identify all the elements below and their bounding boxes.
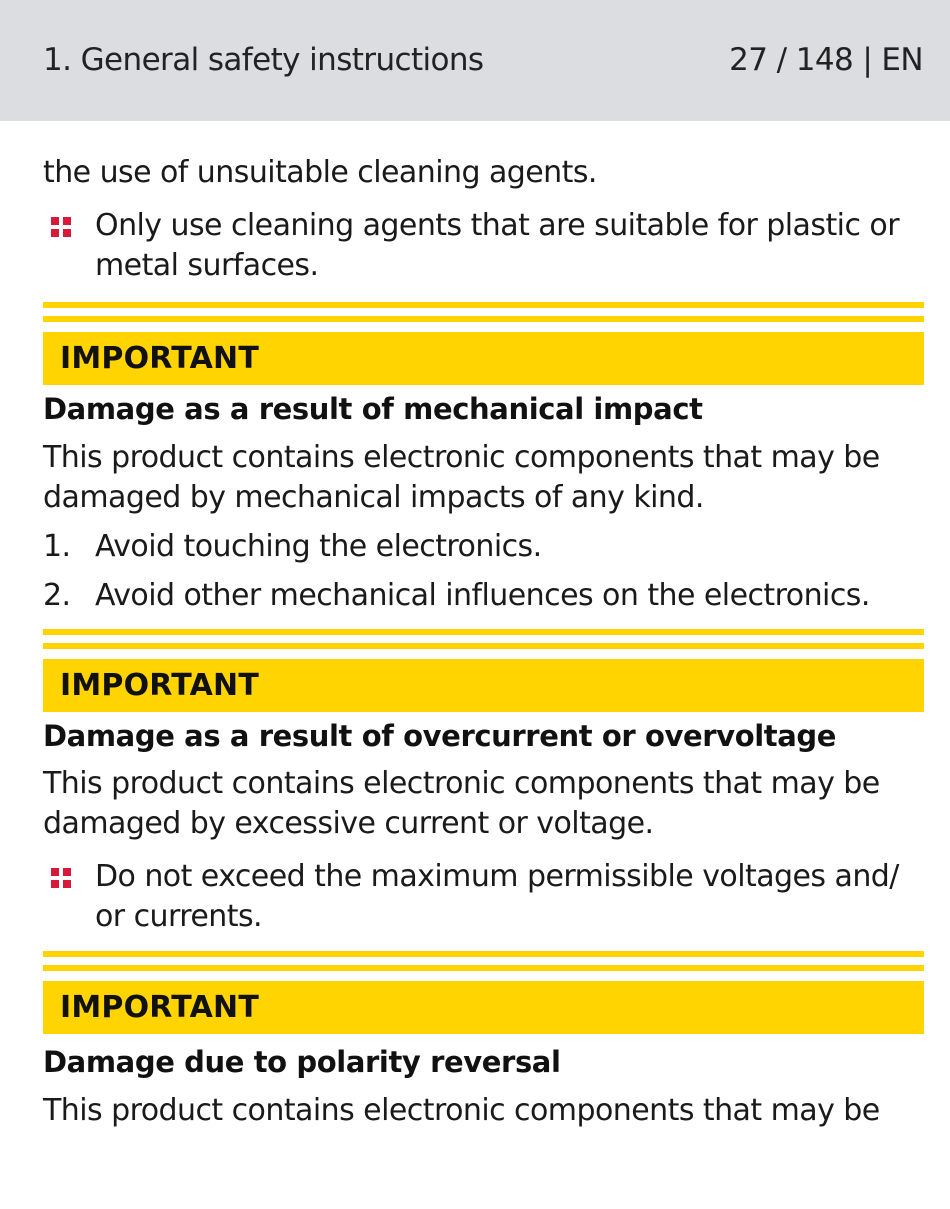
step-text: Avoid touching the electronics.: [95, 529, 542, 564]
important-banner: IMPORTANT: [43, 659, 924, 712]
section-title: 1. General safety instructions: [43, 42, 484, 78]
notice-body: This product contains electronic components that may be damaged by mechanical impacts of any kind.: [43, 440, 880, 515]
notice-heading: Damage due to polarity reversal: [43, 1045, 561, 1079]
page-header: [0, 0, 950, 121]
bullet-text: Do not exceed the maximum permissible voltages and/ or currents.: [95, 859, 899, 934]
step-number: 1.: [43, 529, 71, 564]
notice-body: This product contains electronic components that may be: [43, 1093, 880, 1128]
notice-divider-lines: [43, 629, 924, 651]
bullet-item: [43, 857, 924, 937]
important-banner: IMPORTANT: [43, 981, 924, 1034]
bullet-item: [43, 206, 924, 286]
notice-heading: Damage as a result of overcurrent or overvoltage: [43, 719, 837, 753]
notice-divider-lines: [43, 302, 924, 324]
red-square-bullet-icon: [51, 868, 71, 888]
notice-body: This product contains electronic components that may be damaged by excessive current or voltage.: [43, 766, 880, 841]
notice-divider-lines: [43, 951, 924, 973]
bullet-text: Only use cleaning agents that are suitable for plastic or metal surfaces.: [95, 208, 899, 283]
important-banner: IMPORTANT: [43, 332, 924, 385]
document-content: [43, 153, 924, 1131]
numbered-step: [43, 527, 924, 567]
intro-text: the use of unsuitable cleaning agents.: [43, 155, 597, 190]
numbered-step: [43, 576, 924, 616]
notice-heading: Damage as a result of mechanical impact: [43, 392, 703, 426]
step-number: 2.: [43, 578, 71, 613]
page-indicator: 27 / 148 | EN: [729, 42, 923, 78]
red-square-bullet-icon: [51, 217, 71, 237]
step-text: Avoid other mechanical influences on the electronics.: [95, 578, 870, 613]
